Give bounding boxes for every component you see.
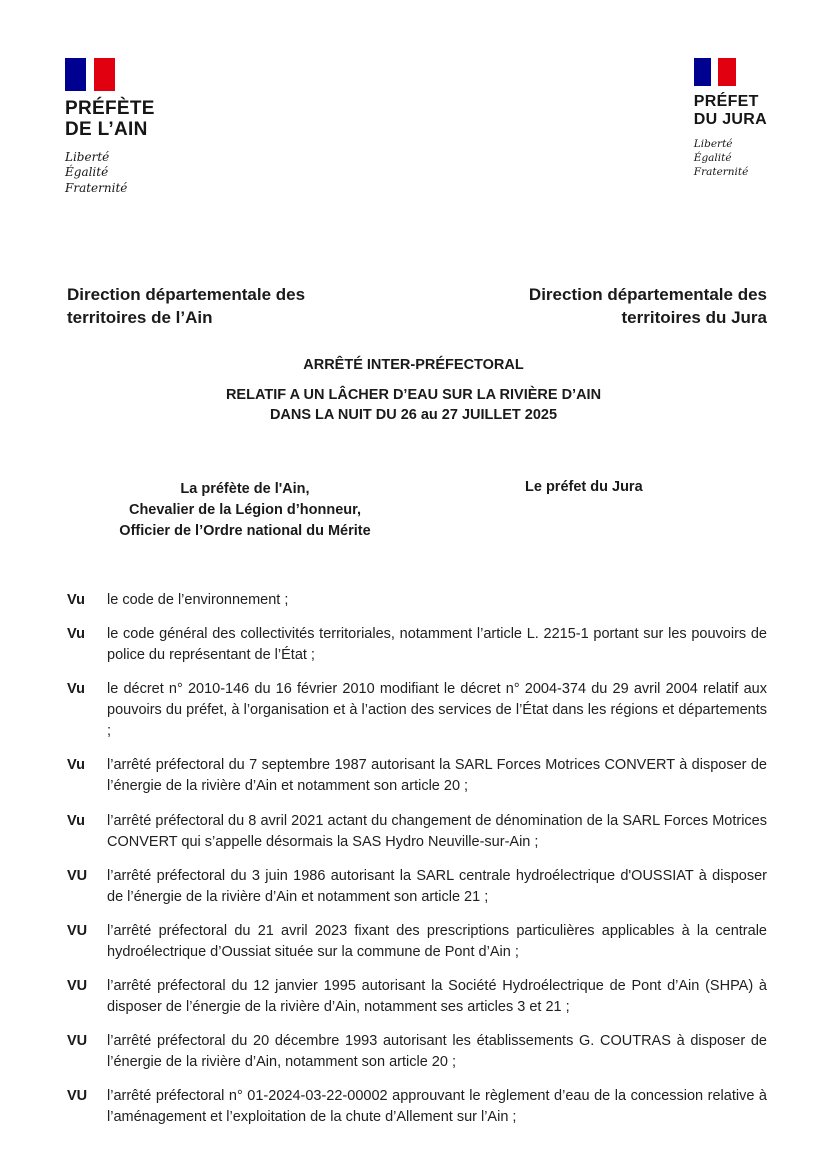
flag-blue-stripe [694,58,712,86]
direction-jura-line2: territoires du Jura [621,307,767,327]
visa-text: le code général des collectivités territoriales, notamment l’article L. 2215-1 portant sur les pouvoirs de police du représentant de l’État ; [107,626,767,664]
visa-label: VU [67,977,88,994]
signatory-prefete-ain [100,479,390,542]
right-logo-motto [694,138,767,180]
visa-label: Vu [67,626,85,643]
right-motto-line2: Égalité [693,151,732,164]
right-logo-name-line2: DU JURA [693,110,767,128]
visa-row [67,811,767,853]
visa-text: l’arrêté préfectoral du 12 janvier 1995 autorisant la Société Hydroélectrique de Pont d’Ain (SHPA) à disposer de l’énergie de la rivière d’Ain, notamment ses articles 3 et 21 ; [107,977,767,1015]
direction-jura [529,284,767,330]
prefete-ain-logo [65,58,155,196]
direction-ain [67,284,305,330]
visa-label: Vu [67,757,85,774]
french-flag-icon [65,58,115,91]
visa-row [67,921,767,963]
visa-row [67,755,767,797]
left-logo-name [65,99,155,141]
visa-row [67,590,767,611]
visa-text: le code de l’environnement ; [107,592,289,609]
document-title [0,357,827,426]
right-motto-line1: Liberté [693,137,733,150]
visa-text: l’arrêté préfectoral du 21 avril 2023 fixant des prescriptions particulières applicables à la centrale hydroélectrique d’Oussiat située sur la commune de Pont d’Ain ; [107,922,767,960]
visa-text: l’arrêté préfectoral du 7 septembre 1987 autorisant la SARL Forces Motrices CONVERT à disposer de l’énergie de la rivière d’Ain et notamment son article 20 ; [107,757,767,795]
flag-red-stripe [718,58,736,86]
visa-label: Vu [67,681,85,698]
signatory-ain-line1: La préfète de l'Ain, [180,481,310,498]
visa-label: VU [67,1032,88,1049]
visa-row [67,1086,767,1128]
visa-label: VU [67,867,88,884]
visa-row [67,866,767,908]
left-logo-name-line2: DE L’AIN [65,118,148,140]
left-logo-motto [65,150,155,196]
direction-ain-line2: territoires de l’Ain [67,307,213,327]
visa-row [67,1031,767,1073]
visa-row [67,679,767,742]
visa-text: le décret n° 2010-146 du 16 février 2010 modifiant le décret n° 2004-374 du 29 avril 2004 relatif aux pouvoirs du préfet, à l’organisation et à l’action des services de l’État dans les régions et départements ; [107,681,767,740]
prefet-jura-logo [694,58,767,179]
visa-label: VU [67,1087,88,1104]
flag-red-stripe [94,58,115,91]
flag-white-stripe [86,58,94,91]
visa-label: Vu [67,812,85,829]
right-logo-name-line1: PRÉFET [693,93,759,110]
header-logos [0,0,827,196]
title-line2: RELATIF A UN LÂCHER D’EAU SUR LA RIVIÈRE D’AIN [225,386,602,403]
visa-row [67,976,767,1018]
visa-row [67,624,767,666]
visa-text: l’arrêté préfectoral n° 01-2024-03-22-00002 approuvant le règlement d’eau de la concession relative à l’aménagement et l’exploitation de la chute d’Allement sur l’Ain ; [107,1087,767,1125]
left-motto-line1: Liberté [65,149,110,164]
left-logo-name-line1: PRÉFÈTE [65,98,155,119]
flag-white-stripe [711,58,718,86]
visa-list [67,590,767,1127]
visa-label: Vu [67,592,85,609]
title-line1: ARRÊTÉ INTER-PRÉFECTORAL [303,356,524,373]
direction-ain-line1: Direction départementale des [67,284,306,304]
left-motto-line3: Fraternité [65,180,128,195]
right-logo-name [694,93,767,129]
visa-text: l’arrêté préfectoral du 3 juin 1986 autorisant la SARL centrale hydroélectrique d'OUSSIAT à disposer de l’énergie de la rivière d’Ain et notamment son article 21 ; [107,867,767,905]
signatory-prefet-jura: Le préfet du Jura [525,479,643,496]
title-line3: DANS LA NUIT DU 26 au 27 JUILLET 2025 [269,407,558,424]
signatory-ain-line3: Officier de l’Ordre national du Mérite [119,523,371,540]
signatories [0,479,827,542]
visa-label: VU [67,922,88,939]
left-motto-line2: Égalité [65,165,109,180]
direction-jura-line1: Direction départementale des [528,284,767,304]
right-motto-line3: Fraternité [693,165,749,178]
direction-headers [67,284,767,330]
flag-blue-stripe [65,58,86,91]
visa-text: l’arrêté préfectoral du 8 avril 2021 actant du changement de dénomination de la SARL Forces Motrices CONVERT qui s’appelle désormais la SAS Hydro Neuville-sur-Ain ; [107,812,767,850]
visa-text: l’arrêté préfectoral du 20 décembre 1993 autorisant les établissements G. COUTRAS à disposer de l’énergie de la rivière d’Ain, notamment son article 20 ; [107,1032,767,1070]
signatory-ain-line2: Chevalier de la Légion d’honneur, [128,502,362,519]
french-flag-icon [694,58,736,86]
